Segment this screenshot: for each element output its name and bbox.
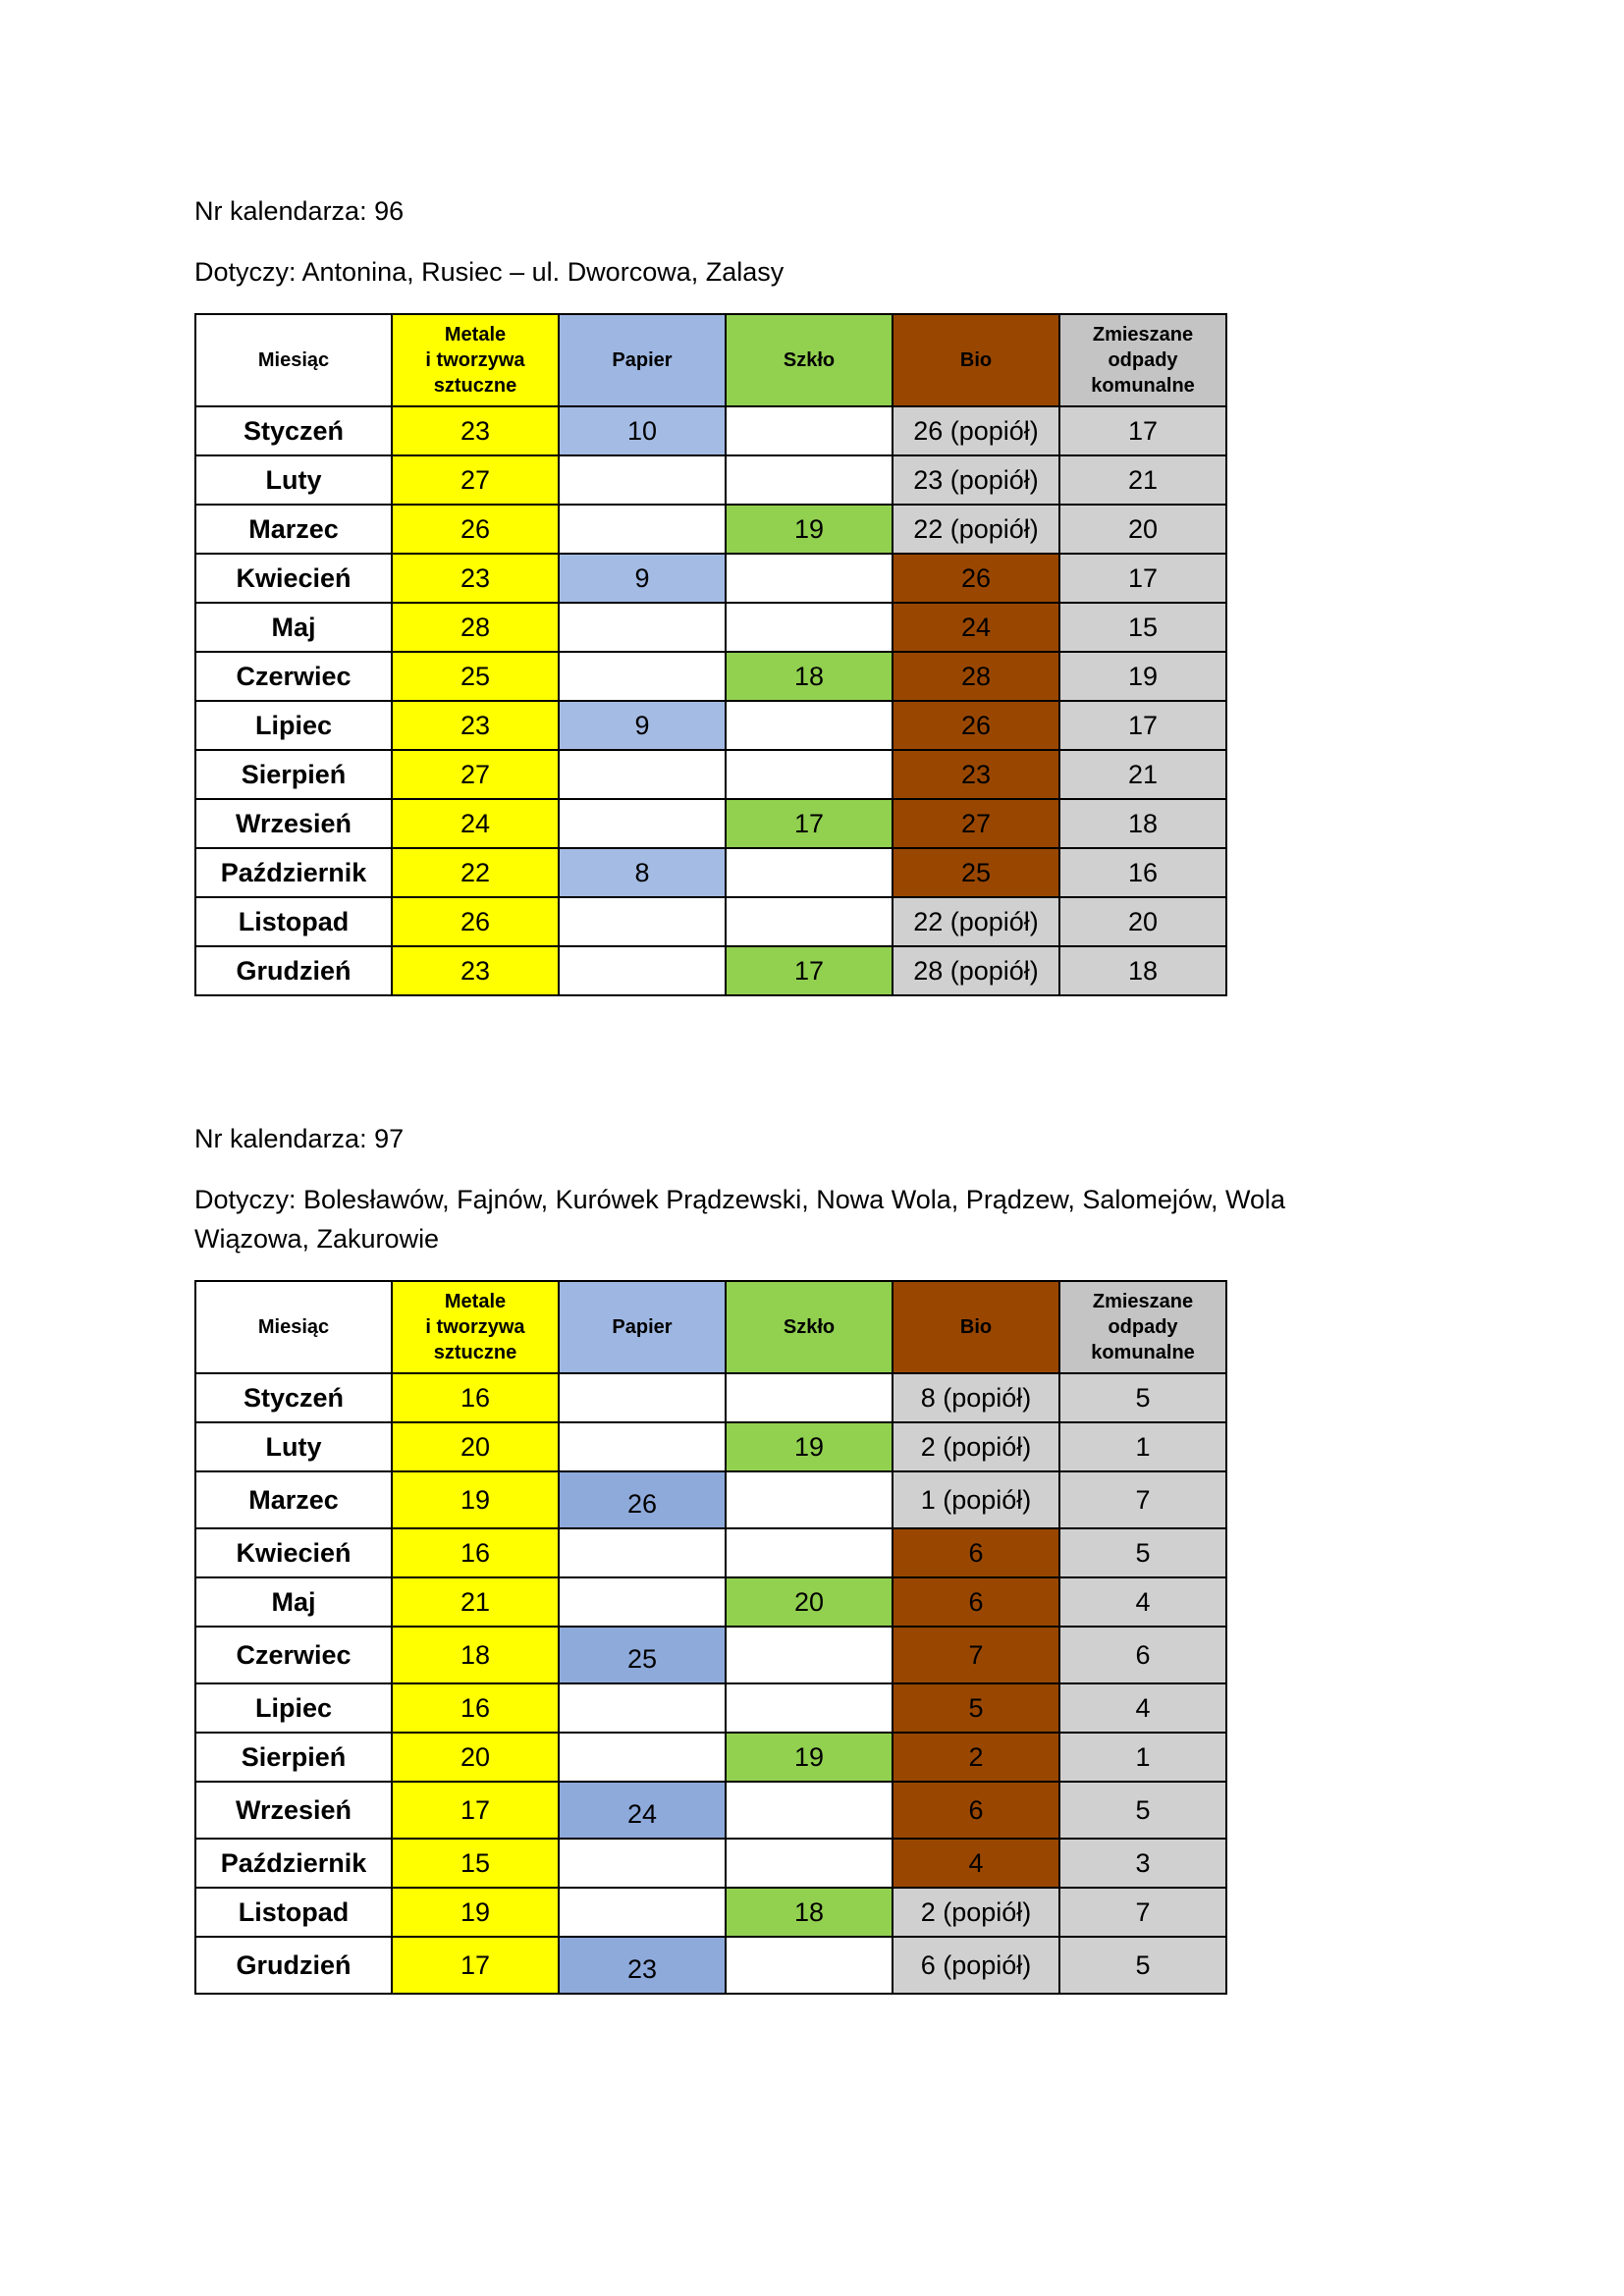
paper-cell: 26 — [559, 1471, 726, 1528]
bio-cell: 27 — [893, 799, 1059, 848]
paper-cell — [559, 897, 726, 946]
bio-cell: 22 (popiół) — [893, 897, 1059, 946]
bio-cell: 2 (popiół) — [893, 1422, 1059, 1471]
paper-cell: 24 — [559, 1782, 726, 1839]
table-row — [195, 1627, 1226, 1683]
metals-cell: 19 — [392, 1471, 559, 1528]
mixed-cell: 6 — [1059, 1627, 1226, 1683]
metals-cell: 20 — [392, 1733, 559, 1782]
header-mixed-line: odpady — [1108, 1316, 1178, 1338]
bio-cell: 7 — [893, 1627, 1059, 1683]
header-month: Miesiąc — [195, 314, 392, 406]
table-row — [195, 406, 1226, 455]
bio-cell: 23 — [893, 750, 1059, 799]
calendar-number: Nr kalendarza: 96 — [194, 196, 405, 226]
month-cell: Styczeń — [195, 406, 392, 455]
metals-cell: 27 — [392, 750, 559, 799]
glass-cell — [726, 897, 893, 946]
calendar-areas: Dotyczy: Antonina, Rusiec – ul. Dworcowa, Zalasy — [194, 257, 785, 287]
header-mixed-line: Zmieszane — [1092, 324, 1194, 346]
month-cell: Kwiecień — [195, 554, 392, 603]
month-cell: Listopad — [195, 1888, 392, 1937]
month-cell: Wrzesień — [195, 799, 392, 848]
mixed-cell: 21 — [1059, 750, 1226, 799]
metals-cell: 25 — [392, 652, 559, 701]
header-mixed — [1059, 1281, 1226, 1373]
mixed-cell: 15 — [1059, 603, 1226, 652]
month-cell: Grudzień — [195, 946, 392, 995]
table-row — [195, 848, 1226, 897]
paper-cell — [559, 1422, 726, 1471]
header-metals-line: sztuczne — [433, 1342, 517, 1363]
table-row — [195, 455, 1226, 505]
table-row — [195, 799, 1226, 848]
header-metals-line: i tworzywa — [425, 349, 525, 371]
glass-cell — [726, 1839, 893, 1888]
glass-cell — [726, 554, 893, 603]
header-mixed-line: odpady — [1108, 349, 1178, 371]
bio-cell: 8 (popiół) — [893, 1373, 1059, 1422]
metals-cell: 26 — [392, 897, 559, 946]
mixed-cell: 4 — [1059, 1683, 1226, 1733]
glass-cell — [726, 603, 893, 652]
glass-cell: 17 — [726, 946, 893, 995]
header-month: Miesiąc — [195, 1281, 392, 1373]
paper-cell — [559, 1839, 726, 1888]
metals-cell: 16 — [392, 1528, 559, 1577]
month-cell: Sierpień — [195, 750, 392, 799]
calendar-97 — [194, 1119, 1373, 1995]
paper-cell: 10 — [559, 406, 726, 455]
bio-cell: 22 (popiół) — [893, 505, 1059, 554]
header-bio: Bio — [893, 314, 1059, 406]
schedule-table — [194, 1280, 1227, 1995]
month-cell: Lipiec — [195, 701, 392, 750]
metals-cell: 23 — [392, 406, 559, 455]
paper-cell — [559, 1528, 726, 1577]
table-row — [195, 1422, 1226, 1471]
table-row — [195, 1888, 1226, 1937]
month-cell: Marzec — [195, 1471, 392, 1528]
mixed-cell: 20 — [1059, 897, 1226, 946]
metals-cell: 23 — [392, 701, 559, 750]
month-cell: Kwiecień — [195, 1528, 392, 1577]
header-metals-line: Metale — [444, 1291, 507, 1312]
bio-cell: 2 — [893, 1733, 1059, 1782]
metals-cell: 21 — [392, 1577, 559, 1627]
table-row — [195, 1733, 1226, 1782]
mixed-cell: 20 — [1059, 505, 1226, 554]
header-metals — [392, 314, 559, 406]
month-cell: Listopad — [195, 897, 392, 946]
metals-cell: 22 — [392, 848, 559, 897]
paper-cell — [559, 799, 726, 848]
bio-cell: 28 — [893, 652, 1059, 701]
mixed-cell: 5 — [1059, 1528, 1226, 1577]
month-cell: Maj — [195, 603, 392, 652]
mixed-cell: 1 — [1059, 1422, 1226, 1471]
header-metals — [392, 1281, 559, 1373]
header-mixed — [1059, 314, 1226, 406]
header-mixed-line: Zmieszane — [1092, 1291, 1194, 1312]
month-cell: Wrzesień — [195, 1782, 392, 1839]
month-cell: Czerwiec — [195, 652, 392, 701]
calendar-areas: Dotyczy: Bolesławów, Fajnów, Kurówek Prądzewski, Nowa Wola, Prądzew, Salomejów, Wola Wiązowa, Zakurowie — [194, 1185, 1285, 1254]
header-metals-line: Metale — [444, 324, 507, 346]
header-glass: Szkło — [726, 314, 893, 406]
header-mixed-line: komunalne — [1091, 1342, 1195, 1363]
mixed-cell: 5 — [1059, 1782, 1226, 1839]
schedule-table — [194, 313, 1227, 996]
glass-cell — [726, 701, 893, 750]
bio-cell: 24 — [893, 603, 1059, 652]
month-cell: Lipiec — [195, 1683, 392, 1733]
paper-cell — [559, 1373, 726, 1422]
metals-cell: 28 — [392, 603, 559, 652]
calendar-96 — [194, 191, 1373, 996]
table-row — [195, 1839, 1226, 1888]
mixed-cell: 17 — [1059, 554, 1226, 603]
bio-cell: 5 — [893, 1683, 1059, 1733]
header-glass: Szkło — [726, 1281, 893, 1373]
table-row — [195, 1528, 1226, 1577]
metals-cell: 16 — [392, 1683, 559, 1733]
glass-cell: 19 — [726, 1733, 893, 1782]
table-row — [195, 1471, 1226, 1528]
paper-cell — [559, 652, 726, 701]
paper-cell — [559, 1683, 726, 1733]
header-mixed-line: komunalne — [1091, 375, 1195, 397]
glass-cell — [726, 455, 893, 505]
metals-cell: 27 — [392, 455, 559, 505]
mixed-cell: 1 — [1059, 1733, 1226, 1782]
glass-cell — [726, 1471, 893, 1528]
bio-cell: 23 (popiół) — [893, 455, 1059, 505]
mixed-cell: 5 — [1059, 1937, 1226, 1994]
month-cell: Październik — [195, 1839, 392, 1888]
paper-cell — [559, 1733, 726, 1782]
metals-cell: 16 — [392, 1373, 559, 1422]
metals-cell: 17 — [392, 1937, 559, 1994]
metals-cell: 23 — [392, 554, 559, 603]
glass-cell: 19 — [726, 505, 893, 554]
bio-cell: 1 (popiół) — [893, 1471, 1059, 1528]
month-cell: Luty — [195, 1422, 392, 1471]
glass-cell — [726, 406, 893, 455]
month-cell: Styczeń — [195, 1373, 392, 1422]
paper-cell: 23 — [559, 1937, 726, 1994]
paper-cell: 9 — [559, 554, 726, 603]
paper-cell — [559, 505, 726, 554]
mixed-cell: 18 — [1059, 799, 1226, 848]
mixed-cell: 18 — [1059, 946, 1226, 995]
table-row — [195, 505, 1226, 554]
table-row — [195, 652, 1226, 701]
glass-cell: 20 — [726, 1577, 893, 1627]
header-paper: Papier — [559, 314, 726, 406]
table-row — [195, 1782, 1226, 1839]
paper-cell — [559, 603, 726, 652]
metals-cell: 20 — [392, 1422, 559, 1471]
calendar-number: Nr kalendarza: 97 — [194, 1124, 405, 1153]
glass-cell: 18 — [726, 652, 893, 701]
header-metals-line: i tworzywa — [425, 1316, 525, 1338]
paper-cell — [559, 1577, 726, 1627]
month-cell: Maj — [195, 1577, 392, 1627]
metals-cell: 23 — [392, 946, 559, 995]
table-row — [195, 603, 1226, 652]
mixed-cell: 17 — [1059, 701, 1226, 750]
table-row — [195, 554, 1226, 603]
month-cell: Marzec — [195, 505, 392, 554]
table-row — [195, 750, 1226, 799]
glass-cell: 17 — [726, 799, 893, 848]
bio-cell: 6 — [893, 1782, 1059, 1839]
header-paper: Papier — [559, 1281, 726, 1373]
bio-cell: 2 (popiół) — [893, 1888, 1059, 1937]
mixed-cell: 7 — [1059, 1471, 1226, 1528]
table-row — [195, 701, 1226, 750]
table-row — [195, 897, 1226, 946]
metals-cell: 26 — [392, 505, 559, 554]
header-bio: Bio — [893, 1281, 1059, 1373]
paper-cell: 25 — [559, 1627, 726, 1683]
paper-cell — [559, 946, 726, 995]
metals-cell: 18 — [392, 1627, 559, 1683]
glass-cell — [726, 1528, 893, 1577]
glass-cell — [726, 1782, 893, 1839]
glass-cell: 18 — [726, 1888, 893, 1937]
month-cell: Czerwiec — [195, 1627, 392, 1683]
metals-cell: 15 — [392, 1839, 559, 1888]
month-cell: Luty — [195, 455, 392, 505]
paper-cell: 9 — [559, 701, 726, 750]
table-row — [195, 1577, 1226, 1627]
glass-cell — [726, 1373, 893, 1422]
bio-cell: 6 (popiół) — [893, 1937, 1059, 1994]
metals-cell: 19 — [392, 1888, 559, 1937]
mixed-cell: 21 — [1059, 455, 1226, 505]
bio-cell: 25 — [893, 848, 1059, 897]
bio-cell: 26 — [893, 701, 1059, 750]
table-row — [195, 1683, 1226, 1733]
table-row — [195, 1373, 1226, 1422]
month-cell: Grudzień — [195, 1937, 392, 1994]
mixed-cell: 5 — [1059, 1373, 1226, 1422]
paper-cell — [559, 1888, 726, 1937]
month-cell: Sierpień — [195, 1733, 392, 1782]
paper-cell — [559, 455, 726, 505]
glass-cell — [726, 1937, 893, 1994]
month-cell: Październik — [195, 848, 392, 897]
bio-cell: 6 — [893, 1528, 1059, 1577]
bio-cell: 28 (popiół) — [893, 946, 1059, 995]
paper-cell: 8 — [559, 848, 726, 897]
mixed-cell: 19 — [1059, 652, 1226, 701]
table-row — [195, 1937, 1226, 1994]
bio-cell: 26 (popiół) — [893, 406, 1059, 455]
bio-cell: 26 — [893, 554, 1059, 603]
glass-cell — [726, 750, 893, 799]
bio-cell: 4 — [893, 1839, 1059, 1888]
glass-cell — [726, 848, 893, 897]
bio-cell: 6 — [893, 1577, 1059, 1627]
mixed-cell: 7 — [1059, 1888, 1226, 1937]
metals-cell: 24 — [392, 799, 559, 848]
mixed-cell: 3 — [1059, 1839, 1226, 1888]
mixed-cell: 16 — [1059, 848, 1226, 897]
mixed-cell: 4 — [1059, 1577, 1226, 1627]
paper-cell — [559, 750, 726, 799]
glass-cell — [726, 1627, 893, 1683]
glass-cell: 19 — [726, 1422, 893, 1471]
mixed-cell: 17 — [1059, 406, 1226, 455]
glass-cell — [726, 1683, 893, 1733]
metals-cell: 17 — [392, 1782, 559, 1839]
table-row — [195, 946, 1226, 995]
header-metals-line: sztuczne — [433, 375, 517, 397]
